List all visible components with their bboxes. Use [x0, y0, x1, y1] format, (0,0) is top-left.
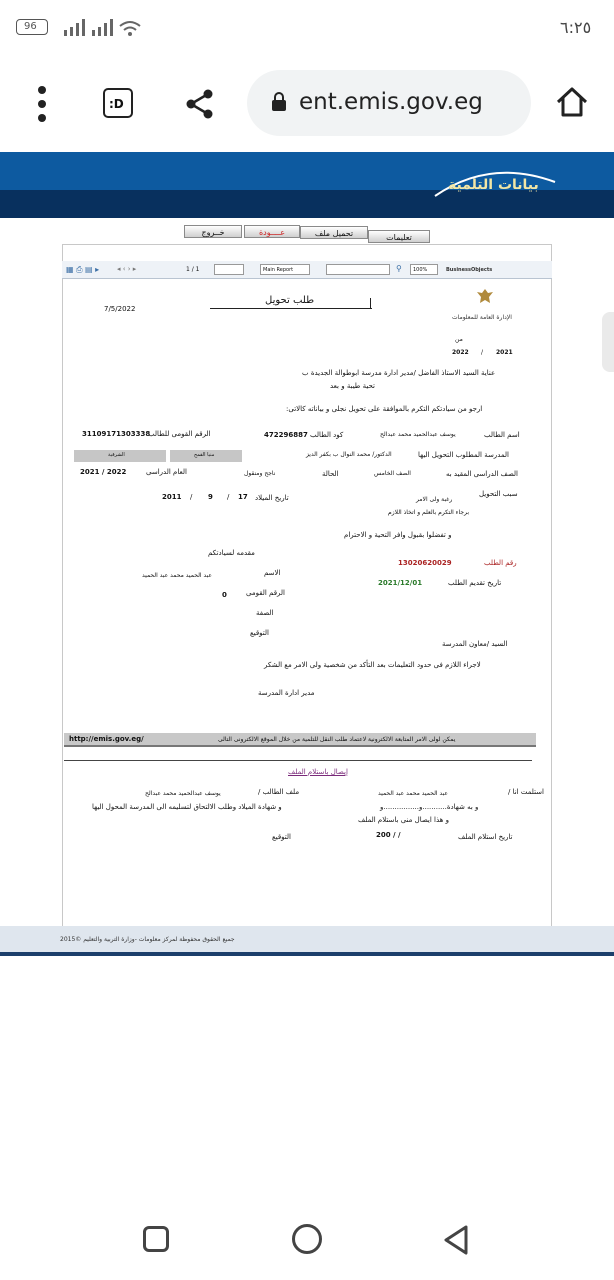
sign-label: التوقيع — [250, 629, 269, 637]
report-title: طلب تحويل — [265, 295, 315, 306]
search-input[interactable] — [326, 264, 390, 275]
authority-label: الإدارة العامة للمعلومات — [452, 314, 512, 321]
status-label: الحالة — [322, 470, 339, 478]
online-url[interactable]: http://emis.gov.eg/ — [69, 735, 144, 743]
exit-button[interactable]: خــروج — [184, 225, 242, 238]
birth-day: 17 — [238, 493, 248, 501]
birth-label: تاريخ الميلاد — [255, 494, 289, 502]
tabs-button[interactable] — [103, 88, 133, 118]
national-id-label: الرقم القومى للطالب — [148, 430, 211, 438]
gov-box — [74, 450, 166, 462]
receipt-divider — [64, 760, 532, 761]
submit-date-label: تاريخ تقديم الطلب — [448, 579, 502, 587]
student-code: 472296887 — [264, 431, 308, 439]
vice-principal: السيد /معاون المدرسة — [442, 640, 508, 648]
title-bracket — [370, 298, 371, 309]
receipt-date-label: تاريخ استلام الملف — [458, 833, 513, 841]
year-slash: / — [481, 349, 484, 356]
copyright: جميع الحقوق محفوظة لمركز معلومات -وزارة التربية والتعليم ©2015 — [60, 936, 235, 943]
receipt-sign: التوقيع — [272, 833, 291, 841]
home-nav-icon[interactable] — [292, 1224, 322, 1254]
site-header — [0, 152, 614, 218]
clock: ٦:٢٥ — [560, 18, 592, 37]
request-no: 13020620029 — [398, 559, 452, 567]
reason: رغبة ولى الامر — [416, 496, 453, 503]
name-label: الاسم — [264, 569, 281, 577]
site-footer — [0, 926, 614, 956]
submitter: مقدمه لسيادتكم — [208, 549, 255, 557]
closing: و تفضلوا بقبول وافر التحية و الاحترام — [344, 531, 452, 539]
student-code-label: كود الطالب — [310, 431, 344, 439]
manager: مدير ادارة المدرسة — [258, 689, 315, 697]
url-text: ent.emis.gov.eg — [299, 89, 483, 115]
role-label: الصفة — [256, 609, 274, 617]
submitter-name: عبد الحميد محمد عبد الحميد — [142, 572, 213, 579]
district-box — [170, 450, 242, 462]
year-label: العام الدراسى — [146, 468, 187, 476]
birth-cert-line: و شهادة الميلاد وطلب الالتحاق لتسليمه الى المدرسة المحول اليها — [92, 803, 282, 811]
received-name: عبد الحميد محمد عبد الحميد — [378, 790, 449, 797]
student-name: يوسف عبدالحميد محمد عبدالح — [380, 431, 456, 438]
browser-toolbar — [0, 58, 614, 152]
cert-line: و به شهادة...........و................و — [380, 803, 479, 811]
birth-sep-1: / — [227, 493, 230, 501]
file-label: ملف الطالب / — [258, 788, 300, 796]
salutation: عناية السيد الاستاذ الفاضل /مدير ادارة مدرسة ابوطوالة الجديدة ب — [302, 369, 496, 377]
request-no-label: رقم الطلب — [484, 559, 517, 567]
battery-level: 96 — [24, 21, 37, 32]
binoculars-icon[interactable]: ⚲ — [396, 264, 402, 273]
report-select-value: Main Report — [263, 267, 294, 273]
academic-year: 2021 / 2022 — [80, 468, 127, 476]
signal-icon — [64, 18, 142, 38]
year-from: 2021 — [496, 349, 513, 356]
status-value: ناجح ومنقول — [244, 470, 276, 477]
national-id: 31109171303338 — [82, 430, 151, 438]
nid-label: الرقم القومى — [246, 589, 285, 597]
download-tab[interactable]: تحميل ملف — [300, 226, 368, 239]
online-banner — [64, 733, 536, 747]
birth-year: 2011 — [162, 493, 182, 501]
recents-icon[interactable] — [143, 1226, 169, 1252]
site-title: بيانات التلمية — [448, 177, 539, 193]
grade-label: الصف الدراسى المقيد به — [446, 470, 518, 478]
online-note: يمكن لولى الامر المتابعة الالكترونية لاعتماد طلب النقل للتلمية من خلال الموقع الالكترونى التالى — [218, 736, 456, 743]
tab-count: :D — [109, 97, 124, 111]
eagle-logo — [475, 287, 495, 305]
page-count: 1 / 1 — [186, 266, 200, 273]
zoom-value: 100% — [413, 267, 428, 273]
battery-icon — [16, 19, 48, 35]
address-bar[interactable] — [247, 70, 531, 136]
title-underline — [210, 308, 372, 309]
file-name: يوسف عبدالحميد محمد عبدالح — [145, 790, 221, 797]
receipt-date: 200 / / — [376, 831, 401, 839]
please-note: برجاء التكرم بالعلم و اتخاذ اللازم — [388, 509, 470, 516]
page-nav-icons[interactable]: ◂ ‹ › ▸ — [117, 265, 137, 273]
target-school-label: المدرسة المطلوب التحويل اليها — [418, 451, 509, 459]
action-note: لاجراء اللازم فى حدود التعليمات بعد التأكد من شخصية ولى الامر مع الشكر — [264, 661, 481, 669]
report-page — [62, 244, 552, 930]
birth-month: 9 — [208, 493, 213, 501]
system-nav-bar — [0, 1180, 614, 1280]
report-date: 7/5/2022 — [104, 305, 136, 313]
student-name-label: اسم الطالب — [484, 431, 520, 439]
page-input[interactable] — [214, 264, 244, 275]
receipt-title: إيصال باستلام الملف — [288, 768, 348, 776]
birth-sep-2: / — [190, 493, 193, 501]
back-button[interactable]: عــــودة — [244, 225, 300, 238]
instructions-tab[interactable]: تعليمات — [368, 230, 430, 243]
district: منيا القمح — [194, 452, 215, 458]
submit-date: 2021/12/01 — [378, 579, 423, 587]
grade: الصف الخامس — [374, 470, 411, 477]
back-nav-icon[interactable] — [442, 1224, 470, 1256]
from-label: من — [455, 336, 463, 343]
status-bar — [0, 0, 614, 58]
year-to: 2022 — [452, 349, 469, 356]
zoom-select[interactable] — [410, 264, 438, 275]
report-viewer-toolbar — [62, 261, 552, 279]
home-icon[interactable] — [555, 86, 589, 118]
share-icon[interactable] — [184, 88, 216, 120]
reason-label: سبب التحويل — [479, 490, 518, 498]
scroll-handle[interactable] — [602, 312, 614, 372]
nid-value: 0 — [222, 591, 227, 599]
target-school: الدكتور/ محمد النوال ب بكفر الديز — [306, 451, 392, 458]
menu-icon[interactable] — [38, 84, 46, 124]
lock-icon — [271, 92, 287, 112]
gov: الشرقية — [108, 452, 125, 458]
receipt-line: و هذا ايصال منى باستلام الملف — [358, 816, 449, 824]
request-line: ارجو من سيادتكم التكرم بالموافقة على تحويل نجلى و بياناته كالاتى: — [286, 405, 483, 413]
report-select[interactable] — [260, 264, 310, 275]
brand-logo: BusinessObjects — [446, 267, 493, 273]
viewer-icons[interactable]: ▦ ⎙ ▤ ▸ — [66, 265, 100, 274]
received-label: استلمت انا / — [508, 788, 544, 796]
greeting: تحية طيبة و بعد — [330, 382, 375, 390]
